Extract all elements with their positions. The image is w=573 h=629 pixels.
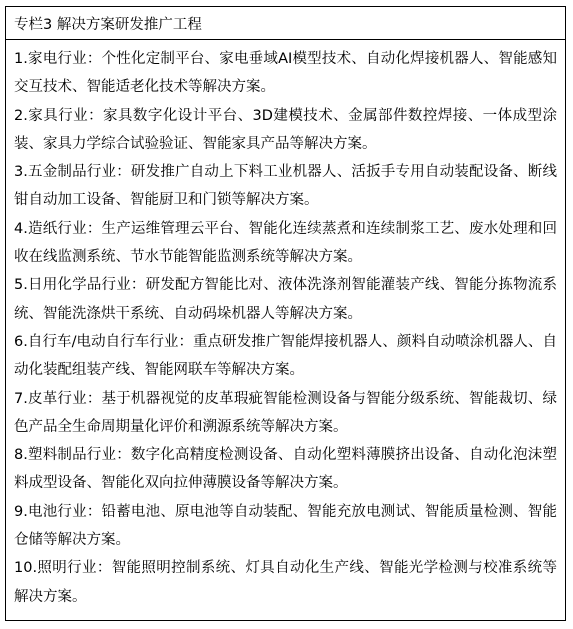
list-item: 8.塑料制品行业：数字化高精度检测设备、自动化塑料薄膜挤出设备、自动化泡沫塑料成型设备、智能化双向拉伸薄膜设备等解决方案。 xyxy=(14,447,557,492)
list-item: 10.照明行业：智能照明控制系统、灯具自动化生产线、智能光学检测与校准系统等解决方案。 xyxy=(14,560,557,605)
list-item: 5.日用化学品行业：研发配方智能比对、液体洗涤剂智能灌装产线、智能分拣物流系统、智能洗涤烘干系统、自动码垛机器人等解决方案。 xyxy=(14,277,557,322)
list-item: 3.五金制品行业：研发推广自动上下料工业机器人、活扳手专用自动装配设备、断线钳自动加工设备、智能厨卫和门锁等解决方案。 xyxy=(14,164,557,209)
list-item: 9.电池行业：铅蓄电池、原电池等自动装配、智能充放电测试、智能质量检测、智能仓储等解决方案。 xyxy=(14,503,557,549)
list-item: 2.家具行业：家具数字化设计平台、3D建模技术、金属部件数控焊接、一体成型涂装、家具力学综合试验验证、智能家具产品等解决方案。 xyxy=(14,107,557,152)
item-list xyxy=(6,40,565,611)
list-item: 7.皮革行业：基于机器视觉的皮革瑕疵智能检测设备与智能分级系统、智能裁切、绿色产品全生命周期量化评价和溯源系统等解决方案。 xyxy=(14,390,557,435)
list-item: 4.造纸行业：生产运维管理云平台、智能化连续蒸煮和连续制浆工艺、废水处理和回收在线监测系统、节水节能智能监测系统等解决方案。 xyxy=(14,220,557,266)
box-title: 专栏3 解决方案研发推广工程 xyxy=(6,7,565,40)
list-item: 1.家电行业：个性化定制平台、家电垂域AI模型技术、自动化焊接机器人、智能感知交互技术、智能适老化技术等解决方案。 xyxy=(14,51,557,96)
list-item: 6.自行车/电动自行车行业：重点研发推广智能焊接机器人、颜料自动喷涂机器人、自动化装配组装产线、智能网联车等解决方案。 xyxy=(14,333,557,379)
feature-box xyxy=(5,6,566,621)
